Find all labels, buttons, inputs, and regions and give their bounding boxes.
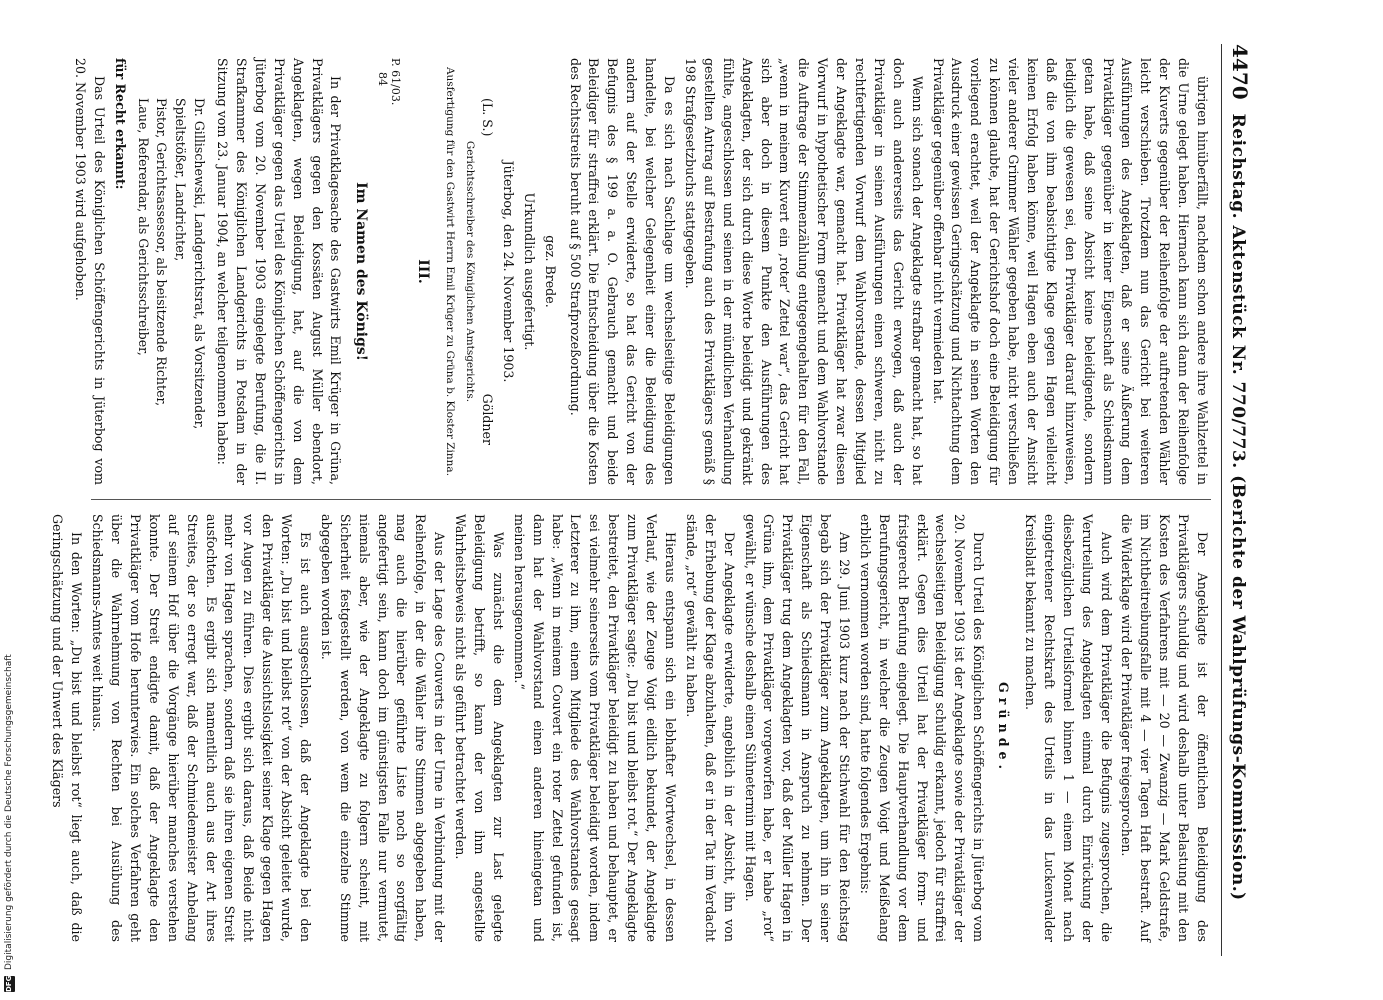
dfg-logo-icon: DFG [4, 975, 13, 992]
left-paragraph: Da es sich nach Sachlage um wechselseitige Beleidigungen handelte, bei welcher Gelegenheit einer die Beleidigung des andern auf der Stelle erwiderte, so hat das Gericht von der Befugnis des § 199 a. a. O. Gebrauch gemacht und beide Beleidiger für straffrei erklärt. Die Entscheidung über die Kosten des Rechtsstreits beruht auf § 500 Strafprozeßordnung. [567, 58, 678, 485]
grounds-paragraph: Aus der Lage des Couverts in der Urne in Verbindung mit der Reihenfolge, in der die Wähler ihre Stimmen abgegeben haben, mag auch die hierüber geführte Liste noch so sorgfältig angefertigt sein, kann doch im günstigsten Falle nur vermutet, niemals aber, wie der Angeklagte zu folgern scheint, mit Sicherheit festgestellt werden, von wem die einzelne Stimme abgegeben worden ist. [318, 514, 448, 942]
file-reference [375, 58, 401, 485]
right-intro-paragraph: Der Angeklagte ist der öffentlichen Beleidigung des Privatklägers schuldig und wird deshalb unter Belastung mit den Kosten des Verfahrens mit — 20 — Zwanzig — Mark Geldstrafe, im Nichtbeitreibungsfalle mit 4 — vier Tagen Haft bestraft. Auf die Widerklage wird der Privatkläger freigesprochen. [1119, 514, 1210, 942]
grounds-paragraph: In den Worten: „Du bist und bleibst rot“ liegt auch, daß die Geringschätzung und der Unwert des Klägers [50, 514, 85, 942]
scanned-page-frame [22, 0, 1312, 1000]
section-numeral: III. [414, 259, 431, 284]
grounds-heading: Gründe. [996, 682, 1012, 774]
grounds-paragraph: Der Angeklagte erwiderte, angeblich in der Absicht, ihn von der Erhebung der Klage abzuhalten, daß er in der Tat im Verdacht stände, „rot“ gewählt zu haben. [683, 514, 737, 942]
verdict-intro: In der Privatklagesache des Gastwirts Emil Krüger in Grüna, Privatklägers gegen den Kossäten August Müller ebendort, Angeklagten, wegen Beleidigung, hat, auf die von dem Privatkläger gegen das Urteil des Königlichen Schöffengerichts in Jüterbog vom 20. November 1903 eingelegte Berufung, die II. Strafkammer des Königlichen Landgerichts in Potsdam in der Sitzung vom 23. Januar 1904, an welcher teilgenommen haben: [215, 58, 344, 485]
left-paragraph: übrigen hinüberfällt, nachdem schon andere ihre Wahlzettel in die Urne gelegt haben. Hiernach kann sich dann der Reihenfolge der Kuverts gegenüber der Reihenfolge der auftretenden Wähler leicht verschieben. Trotzdem nun das Gericht bei weiteren Ausführungen des Angeklagten, daß er seine Äußerung dem Privatkläger gegenüber in keiner Eigenschaft als Schiedsmann getan habe, daß seine Absicht keine beleidigende, sondern lediglich die gewesen sei, den Privatkläger darauf hinzuweisen, daß die von ihm beabsichtigte Klage gegen Hagen vielleicht keinen Erfolg haben könne, weil Hagen eben auch der Ansicht vieler anderer Grimmer Wähler gegeben habe, nicht verschließen zu können glaubte, hat der Gerichtshof doch eine Beleidigung für vorliegend erachtet, weil der Angeklagte in seinen Worten den Ausdruck einer gewissen Geringschätzung und Nichtachtung dem Privatkläger gegenüber offenbar nicht vermieden hat. [930, 58, 1210, 485]
judge-entry: Pistor, Gerichtsassessor, als beisitzende Richter, [154, 98, 170, 407]
judge-entry: Spieltstößer, Landrichter, [173, 98, 189, 262]
grounds-paragraph: Hieraus entspann sich ein lebhafter Wortwechsel, in dessen Verlauf, wie der Zeuge Voigt eidlich bekundet, der Angeklagte zum Privatkläger sagte: „Du bist und bleibst rot.“ Der Angeklagte bestreitet, den Privatkläger beleidigt zu haben und behauptet, er sei vielmehr seinerseits vom Privatkläger beleidigt worden, indem Letzterer zu ihm, einem Mitgliede des Wahlvorstandes gesagt habe: „Wenn in meinem Couvert ein roter Zettel gefunden ist, dann hat der Wahlvorstand einen anderen hineingetan und meinen herausgenommen.“ [511, 514, 678, 942]
ruling-text: Das Urteil des Königlichen Schöffengerichts in Jüterbog vom 20. November 1903 wird aufgehoben. [72, 58, 107, 485]
file-reference-sub: 84 [375, 72, 389, 86]
right-column [50, 500, 1211, 956]
text-columns [50, 44, 1211, 956]
certification-line: Urkundlich ausgefertigt. [521, 192, 537, 351]
issued-for-line: Ausfertigung für den Gastwirt Herrn Emil Krüger zu Grüna b. Kloster Zinna. [443, 66, 456, 477]
grounds-paragraph: Am 29. Juni 1903 kurz nach der Stichwahl für den Reichstag begab sich der Privatkläger zum Angeklagten, um ihn in seiner Eigenschaft als Schiedsmann in Anspruch zu nehmen. Der Privatkläger trug dem Angeklagten vor, daß der Müller Hagen in Grüna ihm, dem Privatkläger vorgeworfen habe, er habe „rot“ gewählt, er wünsche deshalb einen Sühnetermin mit Hagen. [742, 514, 852, 942]
grounds-paragraph: Was zunächst die dem Angeklagten zur Last gelegte Beleidigung betrifft, so kann der von ihm angestellte Wahrheitsbeweis nicht als geführt betrachtet werden. [453, 514, 506, 942]
judge-signature: gez. Brede. [542, 235, 558, 308]
page-header [1221, 44, 1252, 956]
digitization-credit-strip [0, 0, 18, 1000]
judge-entry: Dr. Gillischewski, Landgerichtsrat, als Vorsitzender, [192, 98, 208, 430]
judge-entry: Laue, Referendar, als Gerichtsschreiber, [135, 98, 151, 356]
place-date: Jüterbog, den 24. November 1903. [500, 160, 516, 383]
seal-mark: (L. S.) [480, 98, 496, 137]
right-intro-paragraph: Auch wird dem Privatkläger die Befugnis zugesprochen, die Verurteilung des Angeklagten einmal durch Einrückung der diesbezüglichen Urteilsformel binnen 1 — einem Monat nach eingetretener Rechtskraft des Urteils in das Luckenwalder Kreisblatt bekannt zu machen. [1022, 514, 1114, 942]
clerk-title: Gerichtsschreiber des Königlichen Amtsgerichts. [464, 140, 477, 403]
judges-list [133, 98, 209, 485]
grounds-paragraph: Es ist auch ausgeschlossen, daß der Angeklagte bei den Worten: „Du bist und bleibst rot“ von der Absicht geleitet wurde, den Privatkläger die Aussichtslosigkeit seiner Klage gegen Hagen vor Augen zu führen. Dies ergibt sich daraus, daß Beide nicht mehr von Hagen sprachen, sondern daß sie ihren eigenen Streit ausfochten. Es ergibt sich namentlich auch aus der Art ihres Streites, der so erregt war, daß der Schmiedemeister Anbelang auf seinem Hof über die Vorgänge hierüber manches verstehen konnte. Der Streit endigte damit, daß der Angeklagte den Privatkläger vom Hofe herunterwies. Ein solches Verfahren geht über die Wahrnehmung von Rechten bei Ausübung des Schiedsmanns-Amtes weit hinaus. [90, 514, 314, 942]
left-column [72, 44, 1211, 500]
name-of-king-heading: Im Namen des Königs! [353, 182, 370, 361]
for-right-line: für Recht erkannt: [112, 58, 128, 190]
seal-line [477, 58, 496, 485]
clerk-name: Göldner [480, 393, 496, 445]
running-head: Reichstag. Aktenstück Nr. 770/773. (Berichte der Wahlprüfungs-Kommission.) [1228, 113, 1248, 901]
left-paragraph: Wenn sich sonach der Angeklagte strafbar gemacht hat, so hat doch auch andererseits das Gericht erwogen, daß auch der Privatkläger in seinen Ausführungen einen schweren, nicht zu rechtfertigenden Vorwurf dem Wahlvorstande, dessen Mitglied der Angeklagte war, gemacht hat. Privatkläger hat zwar diesen Vorwurf in hypothetischer Form gemacht und dem Wahlvorstande die Auftrage der Stimmenzählung entgegengehalten für den Fall, „wenn in meinem Kuvert ein ‚roter‘ Zettel war“, das Gericht hat sich aber doch in diesem Punkte den Ausführungen des Angeklagten, der sich durch diese Worte beleidigt und gekränkt fühlte, angeschlossen und seinen in der mündlichen Verhandlung gestellten Antrag auf Bestrafung auch des Privatklägers gemäß § 198 Strafgesetzbuchs stattgegeben. [682, 58, 925, 485]
page-number: 4470 [1228, 44, 1252, 100]
document-page [22, 0, 1292, 1000]
digitization-credit-text: Digitalisierung gefördert durch die Deutsche Forschungsgemeinschaft [4, 654, 14, 970]
file-reference-number: P. 61/03. [388, 58, 402, 106]
grounds-paragraph: Durch Urteil des Königlichen Schöffengerichts in Jüterbog vom 20. November 1903 ist der Angeklagte sowie der Privatkläger der wechselseitigen Beleidigung schuldig erkannt, jedoch für straffrei erklärt. Gegen dies Urteil hat der Privatkläger form- und fristgerecht Berufung eingelegt. Die Hauptverhandlung vor dem Berufungsgericht, in welcher die Zeugen Voigt und Meißelang erblich vernommen worden sind, hatte folgendes Ergebnis: [857, 514, 987, 942]
